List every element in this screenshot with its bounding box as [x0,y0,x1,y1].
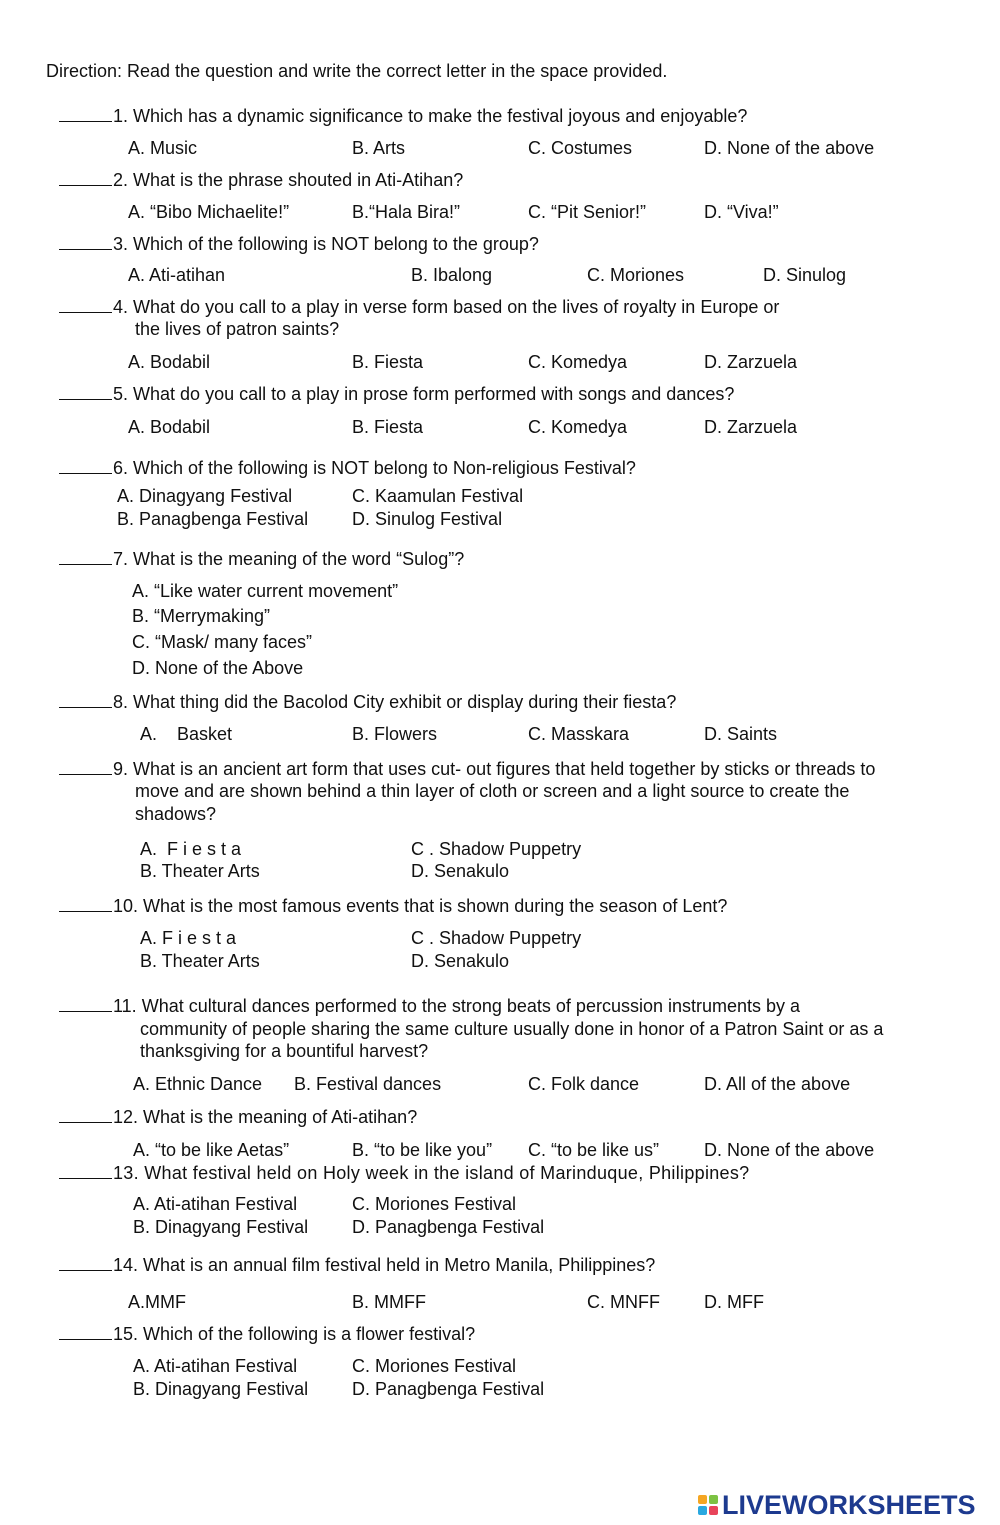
q10-option-b: B. Theater Arts [140,951,260,971]
question-4: 4. What do you call to a play in verse form based on the lives of royalty in Europe or [59,296,779,318]
q9-option-c: C . Shadow Puppetry [411,839,582,859]
answer-blank-10[interactable] [59,895,112,912]
q6-option-d: D. Sinulog Festival [352,509,503,529]
answer-blank-11[interactable] [59,995,112,1012]
question-8: 8. What thing did the Bacolod City exhibit or display during their fiesta? [59,691,676,713]
q2-option-d: D. “Viva!” [704,202,779,222]
question-4-line-2: the lives of patron saints? [135,319,340,339]
q11-option-d: D. All of the above [704,1074,851,1094]
question-7: 7. What is the meaning of the word “Sulog”? [59,548,464,570]
answer-blank-5[interactable] [59,383,112,400]
q8-option-b: B. Flowers [352,724,438,744]
q13-option-a: A. Ati-atihan Festival [133,1194,298,1214]
q1-option-c: C. Costumes [528,138,633,158]
answer-blank-3[interactable] [59,233,112,250]
answer-blank-15[interactable] [59,1323,112,1340]
question-9-line-2: move and are shown behind a thin layer of cloth or screen and a light source to create the [135,781,850,801]
q15-option-c: C. Moriones Festival [352,1356,517,1376]
q7-option-c: C. “Mask/ many faces” [132,632,313,652]
q4-option-d: D. Zarzuela [704,352,798,372]
question-10: 10. What is the most famous events that is shown during the season of Lent? [59,895,727,917]
q6-option-c: C. Kaamulan Festival [352,486,524,506]
answer-blank-4[interactable] [59,296,112,313]
logo-square-1 [698,1495,707,1504]
q14-option-b: B. MMFF [352,1292,426,1312]
answer-blank-2[interactable] [59,169,112,186]
question-5: 5. What do you call to a play in prose form performed with songs and dances? [59,383,734,405]
q15-option-d: D. Panagbenga Festival [352,1379,545,1399]
question-9-line-3: shadows? [135,804,217,824]
answer-blank-13[interactable] [59,1162,112,1179]
q13-option-b: B. Dinagyang Festival [133,1217,309,1237]
q8-option-d: D. Saints [704,724,778,744]
logo-square-4 [709,1506,718,1515]
q13-option-d: D. Panagbenga Festival [352,1217,545,1237]
logo-text: LIVEWORKSHEETS [722,1490,976,1520]
q2-option-b: B.“Hala Bira!” [352,202,461,222]
q5-option-a: A. Bodabil [128,417,211,437]
question-12: 12. What is the meaning of Ati-atihan? [59,1106,417,1128]
q14-option-d: D. MFF [704,1292,764,1312]
logo-square-3 [698,1506,707,1515]
liveworksheets-logo[interactable] [698,1491,976,1519]
q12-option-c: C. “to be like us” [528,1140,660,1160]
q1-option-a: A. Music [128,138,198,158]
q10-option-a: A. F i e s t a [140,928,237,948]
q12-option-b: B. “to be like you” [352,1140,493,1160]
q4-option-c: C. Komedya [528,352,628,372]
question-11-line-2: community of people sharing the same culture usually done in honor of a Patron Saint or as a [140,1019,884,1039]
direction-text: Direction: Read the question and write the correct letter in the space provided. [46,61,668,81]
q8-option-c: C. Masskara [528,724,630,744]
q8-option-a: A. Basket [140,724,233,744]
q7-option-a: A. “Like water current movement” [132,581,399,601]
question-6: 6. Which of the following is NOT belong to Non-religious Festival? [59,457,636,479]
answer-blank-7[interactable] [59,548,112,565]
question-15: 15. Which of the following is a flower festival? [59,1323,475,1345]
q9-option-a: A. F i e s t a [140,839,242,859]
answer-blank-1[interactable] [59,105,112,122]
logo-square-2 [709,1495,718,1504]
q11-option-b: B. Festival dances [294,1074,442,1094]
q6-option-a: A. Dinagyang Festival [117,486,293,506]
q4-option-b: B. Fiesta [352,352,424,372]
question-11: 11. What cultural dances performed to the strong beats of percussion instruments by a [59,995,800,1017]
question-9: 9. What is an ancient art form that uses cut- out figures that held together by sticks or threads to [59,758,875,780]
q9-option-d: D. Senakulo [411,861,510,881]
q13-option-c: C. Moriones Festival [352,1194,517,1214]
q11-option-a: A. Ethnic Dance [133,1074,263,1094]
q15-option-b: B. Dinagyang Festival [133,1379,309,1399]
q5-option-c: C. Komedya [528,417,628,437]
q6-option-b: B. Panagbenga Festival [117,509,309,529]
q1-option-d: D. None of the above [704,138,875,158]
q3-option-b: B. Ibalong [411,265,493,285]
answer-blank-6[interactable] [59,457,112,474]
question-13: 13. What festival held on Holy week in the island of Marinduque, Philippines? [59,1162,749,1184]
q3-option-d: D. Sinulog [763,265,847,285]
q10-option-d: D. Senakulo [411,951,510,971]
q14-option-c: C. MNFF [587,1292,660,1312]
answer-blank-12[interactable] [59,1106,112,1123]
question-14: 14. What is an annual film festival held in Metro Manila, Philippines? [59,1254,655,1276]
q9-option-b: B. Theater Arts [140,861,260,881]
q3-option-a: A. Ati-atihan [128,265,226,285]
q12-option-a: A. “to be like Aetas” [133,1140,290,1160]
logo-grid-icon [698,1495,718,1515]
q2-option-a: A. “Bibo Michaelite!” [128,202,290,222]
q11-option-c: C. Folk dance [528,1074,640,1094]
question-3: 3. Which of the following is NOT belong to the group? [59,233,539,255]
q10-option-c: C . Shadow Puppetry [411,928,582,948]
answer-blank-9[interactable] [59,758,112,775]
q14-option-a: A.MMF [128,1292,186,1312]
q15-option-a: A. Ati-atihan Festival [133,1356,298,1376]
question-11-line-3: thanksgiving for a bountiful harvest? [140,1041,429,1061]
answer-blank-14[interactable] [59,1254,112,1271]
q3-option-c: C. Moriones [587,265,685,285]
question-1: 1. Which has a dynamic significance to make the festival joyous and enjoyable? [59,105,747,127]
q1-option-b: B. Arts [352,138,406,158]
question-2: 2. What is the phrase shouted in Ati-Atihan? [59,169,463,191]
q4-option-a: A. Bodabil [128,352,211,372]
q12-option-d: D. None of the above [704,1140,875,1160]
q5-option-b: B. Fiesta [352,417,424,437]
q7-option-b: B. “Merrymaking” [132,606,271,626]
q2-option-c: C. “Pit Senior!” [528,202,647,222]
q7-option-d: D. None of the Above [132,658,304,678]
q5-option-d: D. Zarzuela [704,417,798,437]
answer-blank-8[interactable] [59,691,112,708]
